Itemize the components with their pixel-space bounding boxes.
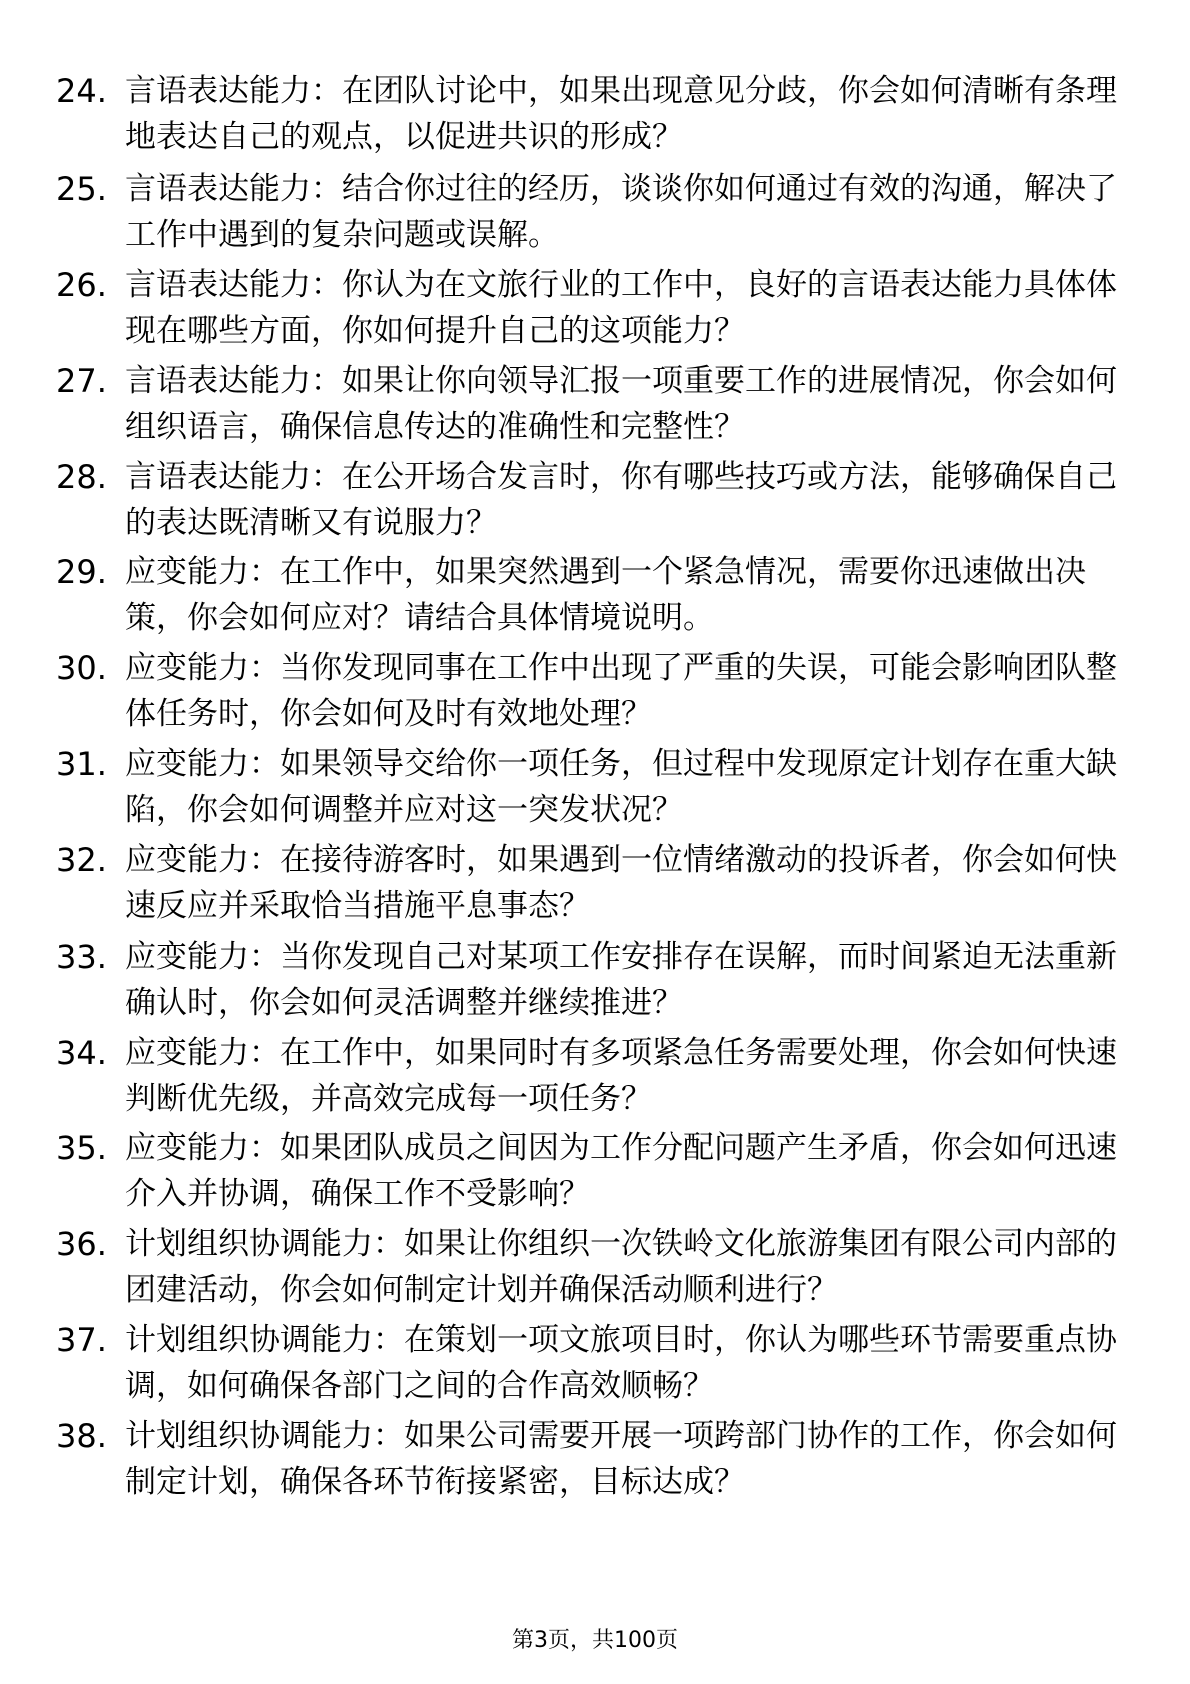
question-text: 应变能力：在工作中，如果同时有多项紧急任务需要处理，你会如何快速判断优先级，并高效完成每一项任务？ bbox=[125, 1035, 1117, 1117]
question-number: 24. bbox=[56, 72, 107, 110]
question-text: 计划组织协调能力：如果公司需要开展一项跨部门协作的工作，你会如何制定计划，确保各环节衔接紧密，目标达成？ bbox=[125, 1418, 1117, 1500]
question-item bbox=[56, 934, 1136, 1034]
question-number: 29. bbox=[56, 553, 107, 591]
question-item bbox=[56, 1413, 1136, 1513]
question-number: 37. bbox=[56, 1321, 107, 1359]
question-text: 计划组织协调能力：在策划一项文旅项目时，你认为哪些环节需要重点协调，如何确保各部门之间的合作高效顺畅？ bbox=[125, 1322, 1117, 1404]
question-item bbox=[56, 837, 1136, 937]
question-number: 25. bbox=[56, 170, 107, 208]
page-number-label: 第3页，共100页 bbox=[512, 1628, 678, 1653]
question-item bbox=[56, 1030, 1136, 1130]
question-item bbox=[56, 68, 1136, 168]
question-item bbox=[56, 166, 1136, 266]
question-text: 应变能力：如果领导交给你一项任务，但过程中发现原定计划存在重大缺陷，你会如何调整并应对这一突发状况？ bbox=[125, 746, 1117, 828]
question-item bbox=[56, 549, 1136, 649]
question-number: 35. bbox=[56, 1129, 107, 1167]
question-text: 应变能力：在工作中，如果突然遇到一个紧急情况，需要你迅速做出决策，你会如何应对？请结合具体情境说明。 bbox=[125, 554, 1086, 636]
question-text: 计划组织协调能力：如果让你组织一次铁岭文化旅游集团有限公司内部的团建活动，你会如何制定计划并确保活动顺利进行？ bbox=[125, 1226, 1117, 1308]
question-item bbox=[56, 1221, 1136, 1321]
question-item bbox=[56, 1317, 1136, 1417]
question-text: 应变能力：如果团队成员之间因为工作分配问题产生矛盾，你会如何迅速介入并协调，确保工作不受影响？ bbox=[125, 1130, 1117, 1212]
question-text: 言语表达能力：你认为在文旅行业的工作中，良好的言语表达能力具体体现在哪些方面，你如何提升自己的这项能力？ bbox=[125, 267, 1117, 349]
question-number: 36. bbox=[56, 1225, 107, 1263]
question-text: 言语表达能力：在团队讨论中，如果出现意见分歧，你会如何清晰有条理地表达自己的观点，以促进共识的形成？ bbox=[125, 73, 1117, 155]
question-item bbox=[56, 454, 1136, 554]
question-number: 34. bbox=[56, 1034, 107, 1072]
question-text: 应变能力：当你发现自己对某项工作安排存在误解，而时间紧迫无法重新确认时，你会如何灵活调整并继续推进？ bbox=[125, 939, 1117, 1021]
question-item bbox=[56, 262, 1136, 362]
question-number: 27. bbox=[56, 362, 107, 400]
question-item bbox=[56, 1125, 1136, 1225]
question-item bbox=[56, 741, 1136, 841]
question-number: 38. bbox=[56, 1417, 107, 1455]
page-footer bbox=[0, 1626, 1190, 1656]
question-number: 32. bbox=[56, 841, 107, 879]
question-number: 26. bbox=[56, 266, 107, 304]
question-text: 应变能力：在接待游客时，如果遇到一位情绪激动的投诉者，你会如何快速反应并采取恰当措施平息事态？ bbox=[125, 842, 1117, 924]
question-text: 言语表达能力：如果让你向领导汇报一项重要工作的进展情况，你会如何组织语言，确保信息传达的准确性和完整性？ bbox=[125, 363, 1117, 445]
question-number: 31. bbox=[56, 745, 107, 783]
question-text: 言语表达能力：在公开场合发言时，你有哪些技巧或方法，能够确保自己的表达既清晰又有说服力？ bbox=[125, 459, 1117, 541]
question-text: 言语表达能力：结合你过往的经历，谈谈你如何通过有效的沟通，解决了工作中遇到的复杂问题或误解。 bbox=[125, 171, 1117, 253]
question-item bbox=[56, 358, 1136, 458]
question-number: 33. bbox=[56, 938, 107, 976]
question-text: 应变能力：当你发现同事在工作中出现了严重的失误，可能会影响团队整体任务时，你会如何及时有效地处理？ bbox=[125, 650, 1117, 732]
question-number: 30. bbox=[56, 649, 107, 687]
question-item bbox=[56, 645, 1136, 745]
question-number: 28. bbox=[56, 458, 107, 496]
